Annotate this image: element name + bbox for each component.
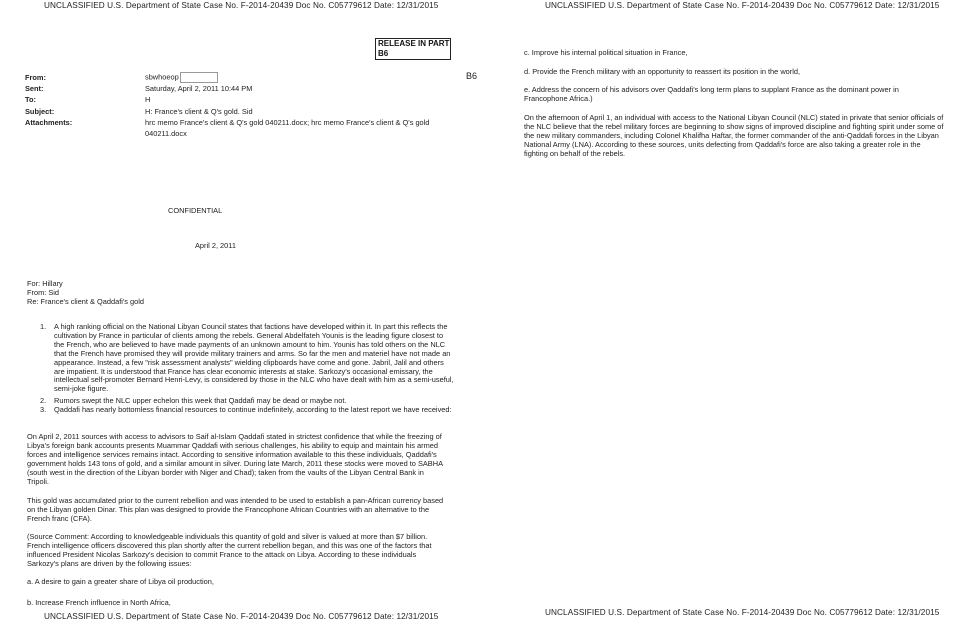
item-e: e. Address the concern of his advisors over Qaddafi's long term plans to supplant France as the dominant power in Francophone Africa.)	[524, 85, 899, 103]
footer-right: UNCLASSIFIED U.S. Department of State Case No. F-2014-20439 Doc No. C05779612 Date: 12/31/2015	[545, 608, 940, 617]
release-stamp-line1: RELEASE IN PART	[378, 39, 450, 48]
subject-label: Subject:	[25, 107, 55, 116]
from-value	[145, 72, 218, 83]
memo-date: April 2, 2011	[195, 241, 236, 250]
to-value: H	[145, 95, 151, 104]
from-label: From:	[25, 73, 46, 82]
list-item-text: Qaddafi has nearly bottomless financial resources to continue indefinitely, according to the latest report we have received:	[54, 405, 452, 414]
attachments-label: Attachments:	[25, 118, 73, 127]
footer-left: UNCLASSIFIED U.S. Department of State Case No. F-2014-20439 Doc No. C05779612 Date: 12/31/2015	[44, 612, 439, 621]
paragraph-nlc-afternoon: On the afternoon of April 1, an individual with access to the National Libyan Council (NLC) stated in private that senior officials of the NLC believe that the rebel military forces are beginning to show signs of improved discipline and fighting spirit under some of the new military commanders, including Colonel Khalifha Haftar, the former commander of the anti-Qaddafi forces in the Libyan National Army (LNA). According to these sources, units defecting from Qaddafi's force are also taking a greater role in the fighting on behalf of the rebels.	[524, 113, 944, 158]
list-item-number: 1.	[40, 322, 47, 331]
attachments-line2: 040211.docx	[145, 129, 187, 138]
list-item-number: 2.	[40, 396, 47, 405]
header-right: UNCLASSIFIED U.S. Department of State Case No. F-2014-20439 Doc No. C05779612 Date: 12/31/2015	[545, 1, 940, 10]
release-stamp	[375, 38, 451, 60]
paragraph-saif-gold: On April 2, 2011 sources with access to advisors to Saif al-Islam Qaddafi stated in strictest confidence that while the freezing of Libya's foreign bank accounts presents Muammar Qaddafi with serious challenges, his ability to equip and maintain his armed forces and intelligence services remains intact. According to sensitive information available to this these individuals, Qaddafi's government holds 143 tons of gold, and a similar amount in silver. During late March, 2011 these stocks were moved to SABHA (south west in the direction of the Libyan border with Niger and Chad); taken from the vaults of the Libyan Central Bank in Tripoli.	[27, 432, 443, 486]
list-item-number: 3.	[40, 405, 47, 414]
attachments-line1: hrc memo France's client & Q's gold 040211.docx; hrc memo France's client & Q's gold	[145, 118, 430, 127]
to-label: To:	[25, 95, 36, 104]
memo-from: From: Sid	[27, 288, 60, 297]
item-d: d. Provide the French military with an opportunity to reassert its position in the world,	[524, 67, 801, 76]
list-item	[40, 406, 454, 424]
sent-value: Saturday, April 2, 2011 10:44 PM	[145, 84, 253, 93]
sent-label: Sent:	[25, 84, 44, 93]
b6-marker: B6	[466, 71, 478, 81]
paragraph-gold-dinar: This gold was accumulated prior to the current rebellion and was intended to be used to establish a pan-African currency based on the Libyan golden Dinar. This plan was designed to provide the Francophone African Countries with an alternative to the French franc (CFA).	[27, 496, 444, 523]
item-a: a. A desire to gain a greater share of Libya oil production,	[27, 577, 214, 586]
confidential-label: CONFIDENTIAL	[168, 206, 223, 215]
item-c: c. Improve his internal political situation in France,	[524, 48, 688, 57]
list-item-text: Rumors swept the NLC upper echelon this week that Qaddafi may be dead or maybe not.	[54, 396, 347, 405]
redaction-box	[180, 72, 218, 83]
release-stamp-line2: B6	[378, 48, 389, 58]
from-value-text: sbwhoeop	[145, 72, 179, 82]
item-b: b. Increase French influence in North Africa,	[27, 598, 171, 607]
paragraph-source-comment: (Source Comment: According to knowledgeable individuals this quantity of gold and silver is valued at more than $7 billion. French intelligence officers discovered this plan shortly after the current rebellion began, and this was one of the factors that influenced President Nicolas Sarkozy's decision to commit France to the attack on Libya. According to these individuals Sarkozy's plans are driven by the following issues:	[27, 532, 432, 568]
memo-re: Re: France's client & Qaddafi's gold	[27, 297, 145, 306]
header-left: UNCLASSIFIED U.S. Department of State Case No. F-2014-20439 Doc No. C05779612 Date: 12/31/2015	[44, 1, 439, 10]
list-item-text: A high ranking official on the National Libyan Council states that factions have developed within it. In part this reflects the cultivation by France in particular of clients among the rebels. General Abdelfateh Younis is the leading figure closest to the French, who are believed to have made payments of an unknown amount to him. Younis has told others on the NLC that the French have promised they will provide military trainers and arms. So far the men and materiel have not made an appearance. Instead, a few "risk assessment analysts" wielding clipboards have come and gone. Jabril, Jalil and others are impatient. It is understood that France has clear economic interests at stake. Sarkozy's occasional emissary, the intellectual self-promoter Bernard Henri-Levy, is considered by those in the NLC who have dealt with him as a semi-useful, semi-joke figure.	[54, 322, 454, 394]
subject-value: H: France's client & Q's gold. Sid	[145, 107, 253, 116]
list-item	[40, 323, 454, 395]
memo-for: For: Hillary	[27, 279, 63, 288]
